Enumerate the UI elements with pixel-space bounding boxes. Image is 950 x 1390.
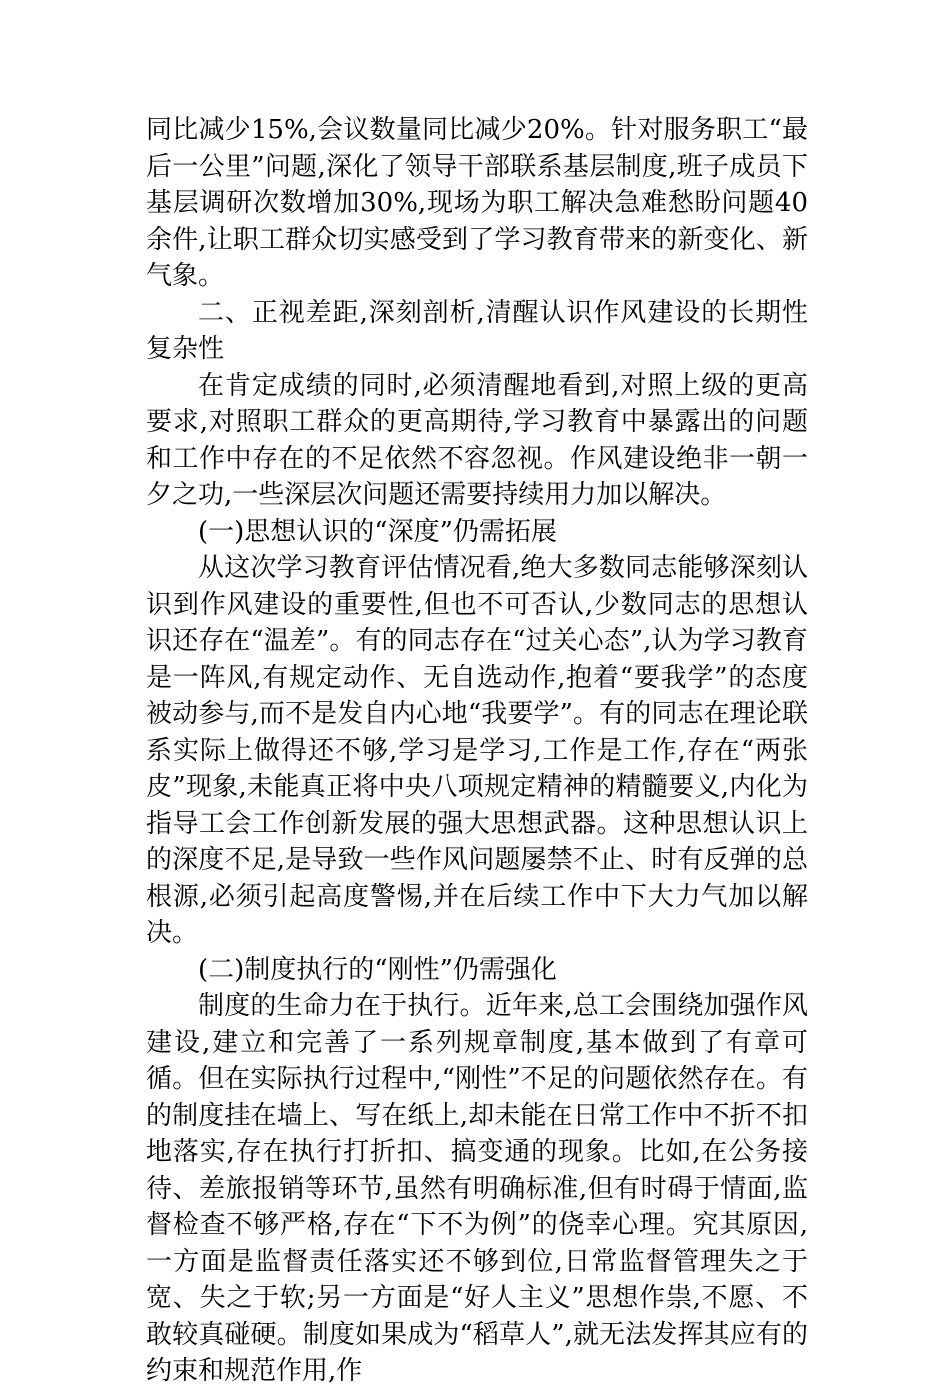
paragraph-7: 制度的生命力在于执行。近年来,总工会围绕加强作风建设,建立和完善了一系列规章制度,基本做到了有章可循。但在实际执行过程中,“刚性”不足的问题依然存在。有的制度挂在墙上、写在纸上,却未能在日常工作中不折不扣地落实,存在执行打折扣、搞变通的现象。比如,在公务接待、差旅报销等环节,虽然有明确标准,但有时碍于情面,监督检查不够严格,存在“下不为例”的侥幸心理。究其原因,一方面是监督责任落实还不够到位,日常监督管理失之于宽、失之于软;另一方面是“好人主义”思想作祟,不愿、不敢较真碰硬。制度如果成为“稻草人”,就无法发挥其应有的约束和规范作用,作: [146, 991, 808, 1386]
section-heading-2: 二、正视差距,深刻剖析,清醒认识作风建设的长期性复杂性: [146, 297, 808, 364]
paragraph-3: 在肯定成绩的同时,必须清醒地看到,对照上级的更高要求,对照职工群众的更高期待,学习教育中暴露出的问题和工作中存在的不足依然不容忽视。作风建设绝非一朝一夕之功,一些深层次问题还需要持续用力加以解决。: [146, 370, 808, 510]
document-page: [146, 112, 808, 1390]
paragraph-5: 从这次学习教育评估情况看,绝大多数同志能够深刻认识到作风建设的重要性,但也不可否认,少数同志的思想认识还存在“温差”。有的同志存在“过关心态”,认为学习教育是一阵风,有规定动作、无自选动作,抱着“要我学”的态度被动参与,而不是发自内心地“我要学”。有的同志在理论联系实际上做得还不够,学习是学习,工作是工作,存在“两张皮”现象,未能真正将中央八项规定精神的精髓要义,内化为指导工会工作创新发展的强大思想武器。这种思想认识上的深度不足,是导致一些作风问题屡禁不止、时有反弹的总根源,必须引起高度警惕,并在后续工作中下大力气加以解决。: [146, 553, 808, 948]
paragraph-1: 同比减少15%,会议数量同比减少20%。针对服务职工“最后一公里”问题,深化了领导干部联系基层制度,班子成员下基层调研次数增加30%,现场为职工解决急难愁盼问题40余件,让职工群众切实感受到了学习教育带来的新变化、新气象。: [146, 115, 808, 291]
subheading-1: (一)思想认识的“深度”仍需拓展: [198, 516, 557, 547]
subheading-2: (二)制度执行的“刚性”仍需强化: [198, 954, 557, 985]
